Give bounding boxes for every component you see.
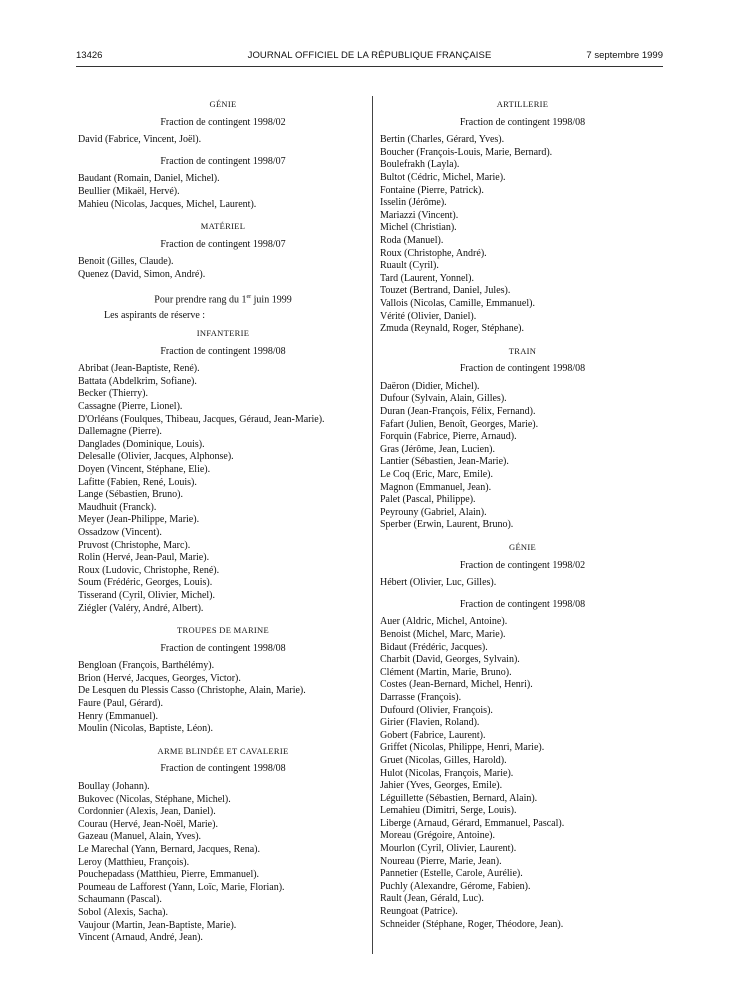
name-list bbox=[380, 616, 665, 931]
section-heading-genie: GÉNIE bbox=[509, 542, 536, 552]
name-entry: Becker (Thierry). bbox=[78, 388, 148, 400]
name-entry: Pouchepadass (Matthieu, Pierre, Emmanuel). bbox=[78, 869, 260, 881]
name-entry: Touzet (Bertrand, Daniel, Jules). bbox=[380, 285, 511, 297]
name-entry: Hébert (Olivier, Luc, Gilles). bbox=[380, 577, 497, 589]
name-entry: Gras (Jérôme, Jean, Lucien). bbox=[380, 443, 495, 455]
name-list bbox=[78, 781, 368, 945]
name-entry: Baudant (Romain, Daniel, Michel). bbox=[78, 173, 220, 185]
name-entry: D'Orléans (Foulques, Thibeau, Jacques, Géraud, Jean-Marie). bbox=[78, 413, 325, 425]
name-entry: Bukovec (Nicolas, Stéphane, Michel). bbox=[78, 793, 231, 805]
publication-date: 7 septembre 1999 bbox=[586, 50, 663, 61]
rank-date-prefix: Pour prendre rang du 1 bbox=[154, 293, 247, 305]
name-entry: Forquin (Fabrice, Pierre, Arnaud). bbox=[380, 431, 517, 443]
name-entry: Mariazzi (Vincent). bbox=[380, 209, 459, 221]
name-entry: Peyrouny (Gabriel, Alain). bbox=[380, 506, 487, 518]
name-entry: Roux (Christophe, André). bbox=[380, 247, 487, 259]
name-list bbox=[380, 381, 665, 532]
right-column bbox=[380, 98, 665, 931]
name-entry: Fontaine (Pierre, Patrick). bbox=[380, 184, 484, 196]
name-entry: Magnon (Emmanuel, Jean). bbox=[380, 481, 492, 493]
name-entry: Griffet (Nicolas, Philippe, Henri, Marie). bbox=[380, 742, 545, 754]
fraction-heading: Fraction de contingent 1998/02 bbox=[459, 559, 586, 571]
name-list bbox=[78, 363, 368, 615]
name-entry: Dufourd (Olivier, François). bbox=[380, 704, 493, 716]
section-heading-materiel: MATÉRIEL bbox=[200, 221, 246, 232]
name-entry: Cassagne (Pierre, Lionel). bbox=[78, 401, 183, 413]
fraction-heading: Fraction de contingent 1998/02 bbox=[160, 116, 286, 128]
name-entry: Bengloan (François, Barthélémy). bbox=[78, 660, 215, 672]
name-entry: Roux (Ludovic, Christophe, René). bbox=[78, 564, 220, 576]
name-entry: Meyer (Jean-Philippe, Marie). bbox=[78, 514, 200, 526]
name-entry: Bertin (Charles, Gérard, Yves). bbox=[380, 134, 505, 146]
name-entry: Abribat (Jean-Baptiste, René). bbox=[78, 363, 200, 375]
name-list bbox=[380, 134, 665, 336]
name-entry: Faure (Paul, Gérard). bbox=[78, 698, 163, 710]
page-number: 13426 bbox=[76, 50, 103, 61]
fraction-heading: Fraction de contingent 1998/08 bbox=[160, 642, 286, 654]
name-list bbox=[380, 577, 665, 590]
name-entry: Vincent (Arnaud, André, Jean). bbox=[78, 932, 203, 944]
name-entry: Soum (Frédéric, Georges, Louis). bbox=[78, 577, 213, 589]
name-list bbox=[78, 256, 368, 281]
name-entry: Gruet (Nicolas, Gilles, Harold). bbox=[380, 754, 507, 766]
name-entry: Michel (Christian). bbox=[380, 222, 457, 234]
left-column bbox=[78, 98, 368, 945]
name-entry: Girier (Flavien, Roland). bbox=[380, 717, 480, 729]
rank-date-line bbox=[78, 291, 368, 307]
name-entry: Roda (Manuel). bbox=[380, 234, 444, 246]
section-heading-train: TRAIN bbox=[508, 345, 537, 356]
name-entry: Palet (Pascal, Philippe). bbox=[380, 494, 476, 506]
name-entry: Brion (Hervé, Jacques, Georges, Victor). bbox=[78, 672, 241, 684]
name-entry: Costes (Jean-Bernard, Michel, Henri). bbox=[380, 679, 533, 691]
name-entry: Schneider (Stéphane, Roger, Théodore, Jean). bbox=[380, 918, 564, 930]
rank-date-sup: er bbox=[246, 293, 252, 300]
section-heading-genie: GÉNIE bbox=[209, 99, 237, 109]
name-entry: Daëron (Didier, Michel). bbox=[380, 380, 480, 392]
name-entry: Courau (Hervé, Jean-Noël, Marie). bbox=[78, 818, 218, 830]
name-entry: Ziégler (Valéry, André, Albert). bbox=[78, 602, 204, 614]
section-heading-infanterie: INFANTERIE bbox=[196, 328, 250, 339]
name-entry: Léguillette (Sébastien, Bernard, Alain). bbox=[380, 792, 538, 804]
name-entry: Jahier (Yves, Georges, Emile). bbox=[380, 780, 503, 792]
header-rule bbox=[76, 66, 663, 67]
name-list bbox=[78, 660, 368, 736]
name-entry: Mahieu (Nicolas, Jacques, Michel, Laurent). bbox=[78, 198, 257, 210]
name-entry: Henry (Emmanuel). bbox=[78, 710, 158, 722]
name-entry: Moulin (Nicolas, Baptiste, Léon). bbox=[78, 723, 213, 735]
name-entry: Lantier (Sébastien, Jean-Marie). bbox=[380, 456, 509, 468]
name-entry: Boucher (François-Louis, Marie, Bernard). bbox=[380, 146, 553, 158]
journal-title: JOURNAL OFFICIEL DE LA RÉPUBLIQUE FRANÇAISE bbox=[247, 50, 492, 61]
name-entry: Hulot (Nicolas, François, Marie). bbox=[380, 767, 514, 779]
name-entry: De Lesquen du Plessis Casso (Christophe, Alain, Marie). bbox=[78, 685, 306, 697]
fraction-heading: Fraction de contingent 1998/08 bbox=[459, 598, 586, 610]
rank-date-suffix: juin 1999 bbox=[251, 293, 292, 305]
name-entry: Gobert (Fabrice, Laurent). bbox=[380, 729, 486, 741]
name-entry: Duran (Jean-François, Félix, Fernand). bbox=[380, 406, 536, 418]
name-entry: Benoit (Gilles, Claude). bbox=[78, 256, 174, 268]
name-entry: Reungoat (Patrice). bbox=[380, 906, 458, 918]
section-heading-artillerie: ARTILLERIE bbox=[496, 99, 549, 109]
name-entry: Battata (Abdelkrim, Sofiane). bbox=[78, 375, 197, 387]
name-entry: Pannetier (Estelle, Carole, Aurélie). bbox=[380, 868, 523, 880]
name-entry: Lange (Sébastien, Bruno). bbox=[78, 489, 183, 501]
name-entry: Boulefrakh (Layla). bbox=[380, 159, 460, 171]
name-entry: Pruvost (Christophe, Marc). bbox=[78, 539, 191, 551]
name-entry: Puchly (Alexandre, Gérome, Fabien). bbox=[380, 880, 531, 892]
fraction-heading: Fraction de contingent 1998/08 bbox=[160, 763, 286, 775]
name-entry: Doyen (Vincent, Stéphane, Elie). bbox=[78, 463, 211, 475]
name-entry: Le Marechal (Yann, Bernard, Jacques, Rena). bbox=[78, 844, 260, 856]
name-entry: Lemahieu (Dimitri, Serge, Louis). bbox=[380, 805, 517, 817]
fraction-heading: Fraction de contingent 1998/08 bbox=[459, 363, 586, 375]
name-list bbox=[78, 173, 368, 211]
name-entry: Rault (Jean, Gérald, Luc). bbox=[380, 893, 484, 905]
name-entry: Liberge (Arnaud, Gérard, Emmanuel, Pascal). bbox=[380, 817, 565, 829]
fraction-heading: Fraction de contingent 1998/08 bbox=[160, 345, 286, 357]
name-entry: Bultot (Cédric, Michel, Marie). bbox=[380, 171, 506, 183]
name-entry: Sperber (Erwin, Laurent, Bruno). bbox=[380, 519, 514, 531]
name-entry: Poumeau de Lafforest (Yann, Loïc, Marie, Florian). bbox=[78, 881, 285, 893]
section-heading-arme-blindee: ARME BLINDÉE ET CAVALERIE bbox=[157, 745, 289, 756]
page-header bbox=[76, 50, 663, 66]
name-entry: David (Fabrice, Vincent, Joël). bbox=[78, 134, 202, 146]
name-entry: Auer (Aldric, Michel, Antoine). bbox=[380, 616, 508, 628]
name-entry: Charbit (David, Georges, Sylvain). bbox=[380, 654, 520, 666]
name-entry: Le Coq (Eric, Marc, Emile). bbox=[380, 469, 494, 481]
name-entry: Benoist (Michel, Marc, Marie). bbox=[380, 628, 506, 640]
section-heading-troupes-de-marine: TROUPES DE MARINE bbox=[177, 625, 269, 636]
name-entry: Quenez (David, Simon, André). bbox=[78, 268, 206, 280]
name-entry: Darrasse (François). bbox=[380, 691, 462, 703]
name-entry: Ossadzow (Vincent). bbox=[78, 526, 162, 538]
name-entry: Delesalle (Olivier, Jacques, Alphonse). bbox=[78, 451, 234, 463]
name-entry: Vérité (Olivier, Daniel). bbox=[380, 310, 477, 322]
name-entry: Tisserand (Cyril, Olivier, Michel). bbox=[78, 589, 215, 601]
fraction-heading: Fraction de contingent 1998/08 bbox=[459, 116, 586, 128]
name-entry: Danglades (Dominique, Louis). bbox=[78, 438, 205, 450]
name-entry: Isselin (Jérôme). bbox=[380, 197, 447, 209]
name-entry: Dallemagne (Pierre). bbox=[78, 426, 162, 438]
name-entry: Boullay (Johann). bbox=[78, 781, 150, 793]
fraction-heading: Fraction de contingent 1998/07 bbox=[160, 238, 286, 250]
name-entry: Zmuda (Reynald, Roger, Stéphane). bbox=[380, 323, 525, 335]
name-entry: Vallois (Nicolas, Camille, Emmanuel). bbox=[380, 297, 535, 309]
name-entry: Dufour (Sylvain, Alain, Gilles). bbox=[380, 393, 507, 405]
fraction-heading: Fraction de contingent 1998/07 bbox=[160, 155, 286, 167]
name-entry: Mourlon (Cyril, Olivier, Laurent). bbox=[380, 843, 517, 855]
name-entry: Ruault (Cyril). bbox=[380, 260, 439, 272]
name-entry: Rolin (Hervé, Jean-Paul, Marie). bbox=[78, 552, 210, 564]
column-divider bbox=[372, 96, 373, 954]
name-entry: Bidaut (Frédéric, Jacques). bbox=[380, 641, 488, 653]
name-entry: Moreau (Grégoire, Antoine). bbox=[380, 830, 495, 842]
name-entry: Fafart (Julien, Benoît, Georges, Marie). bbox=[380, 418, 539, 430]
name-entry: Noureau (Pierre, Marie, Jean). bbox=[380, 855, 502, 867]
name-entry: Vaujour (Martin, Jean-Baptiste, Marie). bbox=[78, 919, 237, 931]
name-entry: Beullier (Mikaël, Hervé). bbox=[78, 185, 180, 197]
name-entry: Schaumann (Pascal). bbox=[78, 894, 162, 906]
name-entry: Clément (Martin, Marie, Bruno). bbox=[380, 666, 512, 678]
name-entry: Gazeau (Manuel, Alain, Yves). bbox=[78, 831, 202, 843]
name-entry: Maudhuit (Franck). bbox=[78, 501, 157, 513]
aspirants-line: Les aspirants de réserve : bbox=[104, 310, 206, 322]
name-entry: Cordonnier (Alexis, Jean, Daniel). bbox=[78, 806, 216, 818]
name-entry: Lafitte (Fabien, René, Louis). bbox=[78, 476, 197, 488]
name-list bbox=[78, 134, 368, 147]
name-entry: Sobol (Alexis, Sacha). bbox=[78, 906, 168, 918]
name-entry: Leroy (Matthieu, François). bbox=[78, 856, 190, 868]
name-entry: Tard (Laurent, Yonnel). bbox=[380, 272, 474, 284]
